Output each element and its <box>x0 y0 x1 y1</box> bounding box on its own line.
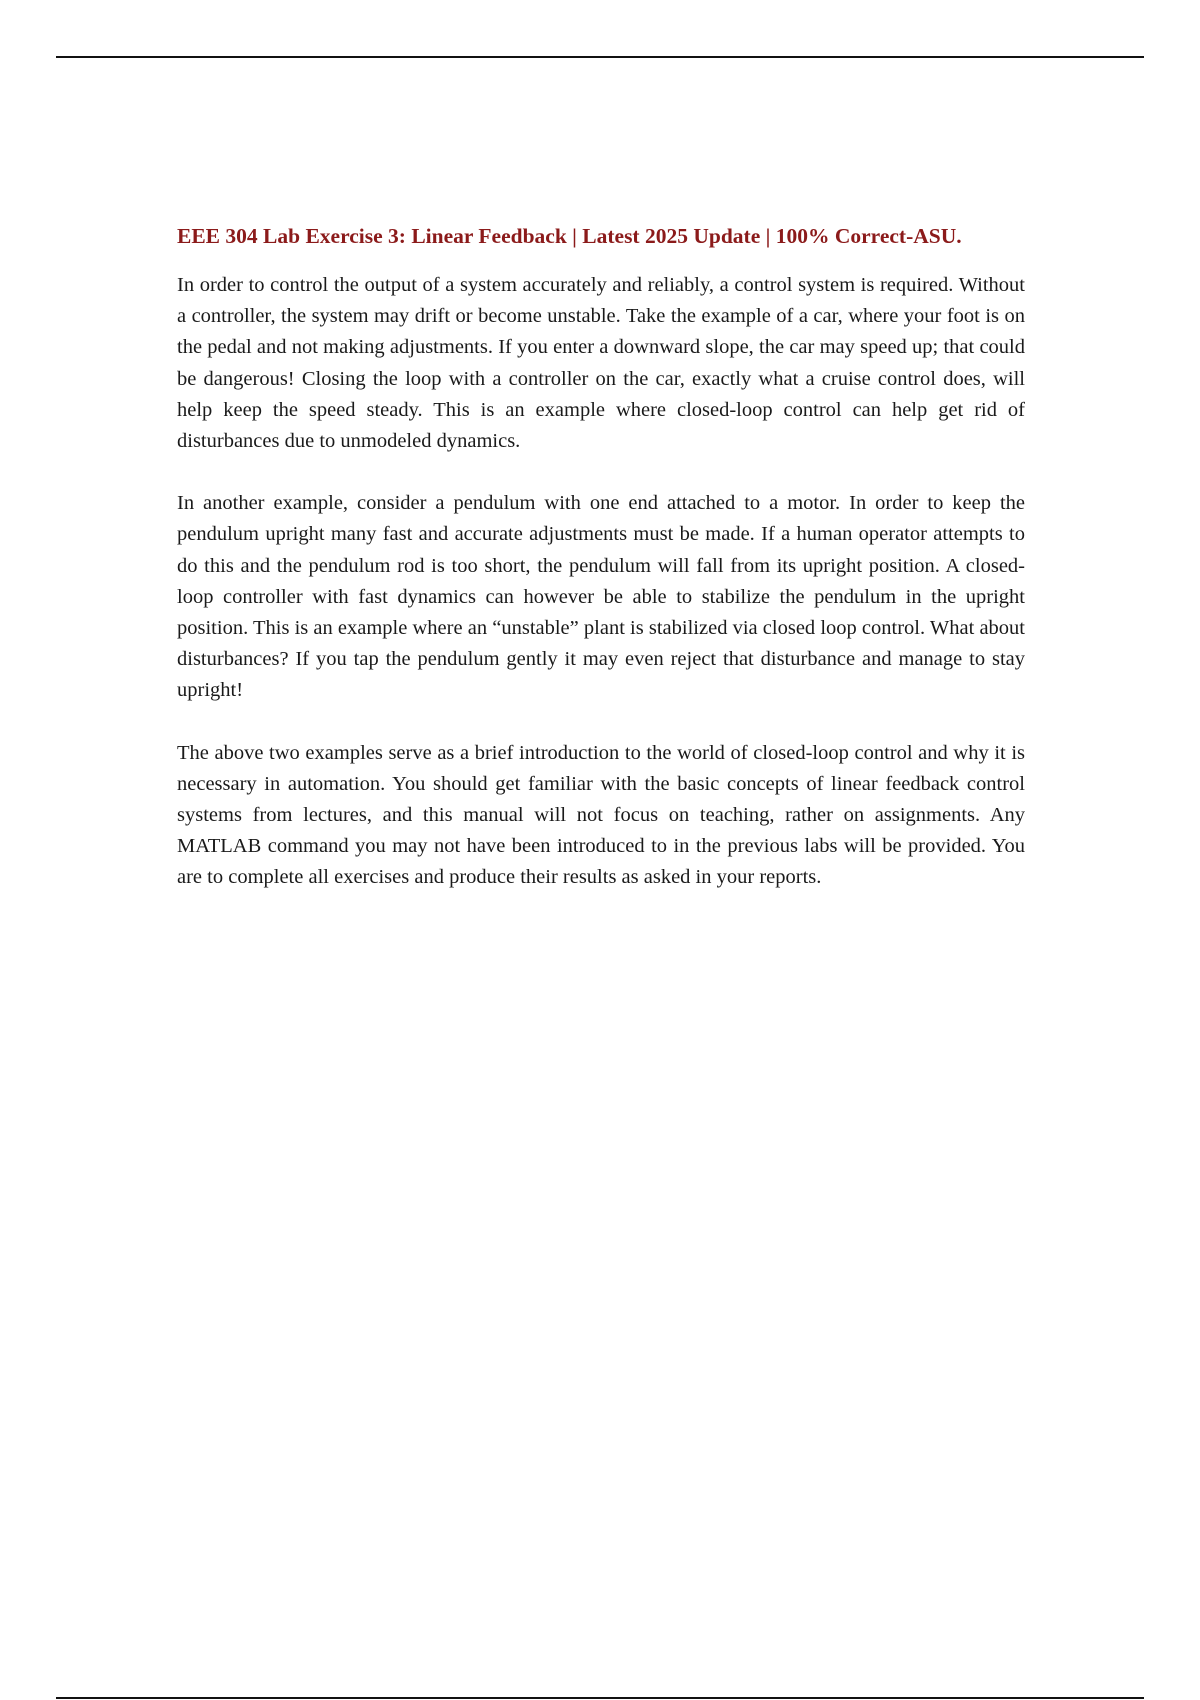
bottom-rule <box>56 1697 1144 1699</box>
paragraph-pendulum: In another example, consider a pendulum with one end attached to a motor. In order to keep the pendulum upright many fast and accurate adjustments must be made. If a human operator attempts to do this and the pendulum rod is too short, the pendulum will fall from its upright position. A closed-loop controller with fast dynamics can however be able to stabilize the pendulum in the upright position. This is an example where an “unstable” plant is stabilized via closed loop control. What about disturbances? If you tap the pendulum gently it may even reject that disturbance and manage to stay upright! <box>177 492 1025 702</box>
paragraph-overview: The above two examples serve as a brief introduction to the world of closed-loop control and why it is necessary in automation. You should get familiar with the basic concepts of linear feedback control systems from lectures, and this manual will not focus on teaching, rather on assignments. Any MATLAB command you may not have been introduced to in the previous labs will be provided. You are to complete all exercises and produce their results as asked in your reports. <box>177 741 1025 889</box>
paragraph-intro: In order to control the output of a system accurately and reliably, a control system is required. Without a controller, the system may drift or become unstable. Take the example of a car, where your foot is on the pedal and not making adjustments. If you enter a downward slope, the car may speed up; that could be dangerous! Closing the loop with a controller on the car, exactly what a cruise control does, will help keep the speed steady. This is an example where closed-loop control can help get rid of disturbances due to unmodeled dynamics. <box>177 274 1025 453</box>
document-title: EEE 304 Lab Exercise 3: Linear Feedback | Latest 2025 Update | 100% Correct-ASU. <box>177 224 962 248</box>
document-body <box>177 218 1025 894</box>
top-rule <box>56 56 1144 58</box>
